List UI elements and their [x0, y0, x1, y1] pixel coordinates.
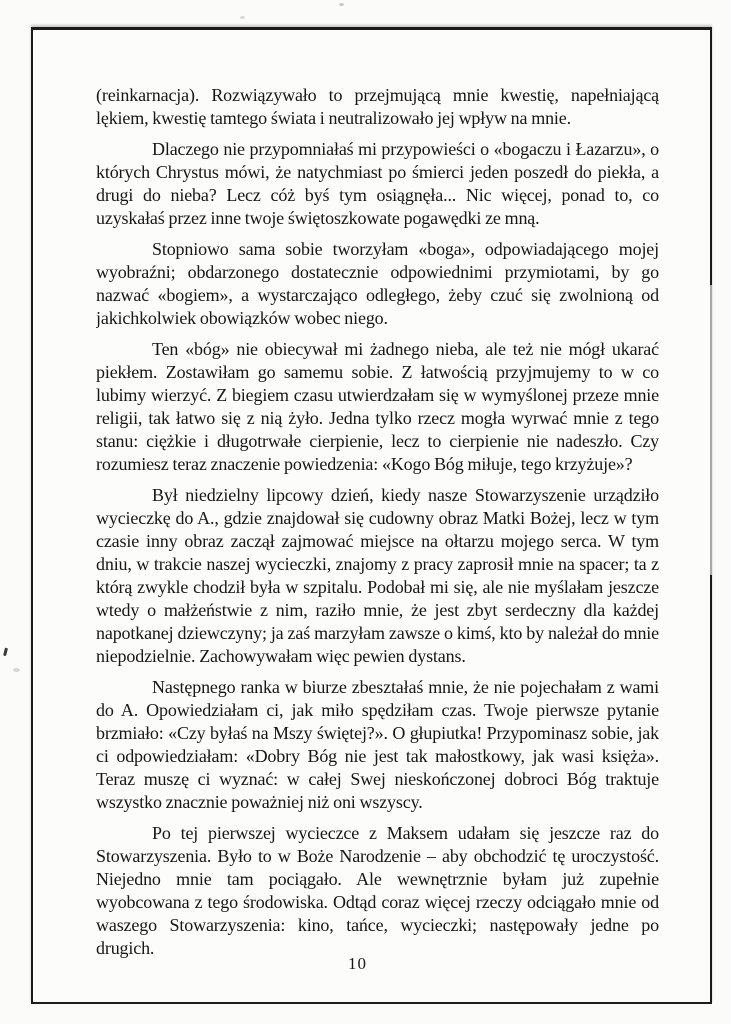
paragraph: Ten «bóg» nie obiecywał mi żadnego nieba, ale też nie mógł ukarać piekłem. Zostawiłam go samemu sobie. Z łatwością przyjmujemy to w co lubimy wierzyć. Z biegiem czasu utwierdzałam się w wymyślonej przeze mnie religii, tak łatwo się z nią żyło. Jedna tylko rzecz mogła wyrwać mnie z tego stanu: ciężkie i długotrwałe cierpienie, lecz to cierpienie nie nadeszło. Czy rozumiesz teraz znaczenie powiedzenia: «Kogo Bóg miłuje, tego krzyżuje»?	[96, 339, 659, 474]
scan-speck	[240, 16, 245, 19]
paragraph: Był niedzielny lipcowy dzień, kiedy nasze Stowarzyszenie urządziło wycieczkę do A., gdzie znajdował się cudowny obraz Matki Bożej, lecz w tym czasie inny obraz zaczął zajmować miejsce na ołtarzu mojego serca. W tym dniu, w trakcie naszej wycieczki, znajomy z pracy zaprosił mnie na spacer; ta z którą zwykle chodził była w szpitalu. Podobał mi się, ale nie myślałam jeszcze wtedy o małżeństwie z nim, raziło mnie, że jest zbyt serdeczny dla każdej napotkanej dziewczyny; ja zaś marzyłam zawsze o kimś, kto by należał do mnie niepodzielnie. Zachowywałam więc pewien dystans.	[96, 485, 659, 666]
page-number: 10	[348, 954, 367, 973]
page-border-frame	[31, 27, 712, 1004]
paragraph: Stopniowo sama sobie tworzyłam «boga», odpowiadającego mojej wyobraźni; obdarzonego dostatecznie odpowiednimi przymiotami, by go nazwać «bogiem», a wystarczająco odległego, żeby czuć się zwolnioną od jakichkolwiek obowiązków wobec niego.	[96, 239, 659, 328]
page-text-block	[96, 84, 659, 976]
paragraph: Następnego ranka w biurze zbeształaś mnie, że nie pojechałam z wami do A. Opowiedziałam ci, jak miło spędziłam czas. Twoje pierwsze pytanie brzmiało: «Czy byłaś na Mszy świętej?». O głupiutka! Przypominasz sobie, jak ci odpowiedziałam: «Dobry Bóg nie jest tak małostkowy, jak wasi księża». Teraz muszę ci wyznać: w całej Swej nieskończonej dobroci Bóg traktuje wszystko znacznie poważniej niż oni wszyscy.	[96, 677, 659, 812]
paragraph-continuation: (reinkarnacja). Rozwiązywało to przejmującą mnie kwestię, napełniającą lękiem, kwestię tamtego świata i neutralizowało jej wpływ na mnie.	[96, 85, 659, 128]
paragraph: Po tej pierwszej wycieczce z Maksem udałam się jeszcze raz do Stowarzyszenia. Było to w Boże Narodzenie – aby obchodzić tę uroczystość. Niejedno mnie tam pociągało. Ale wewnętrznie byłam już zupełnie wyobcowana z tego środowiska. Odtąd coraz więcej rzeczy odciągało mnie od waszego Stowarzyszenia: kino, tańce, wycieczki; następowały jedne po drugich.	[96, 823, 659, 958]
scan-speck	[339, 3, 344, 6]
page-border-fade	[710, 285, 712, 575]
scan-mark	[3, 648, 8, 656]
scan-smudge	[13, 668, 20, 672]
paragraph: Dlaczego nie przypomniałaś mi przypowieści o «bogaczu i Łazarzu», o których Chrystus mówi, że natychmiast po śmierci jeden poszedł do piekła, a drugi do nieba? Lecz cóż byś tym osiągnęła... Nic więcej, ponad to, co uzyskałaś przez inne twoje świętoszkowate pogawędki ze mną.	[96, 139, 659, 228]
